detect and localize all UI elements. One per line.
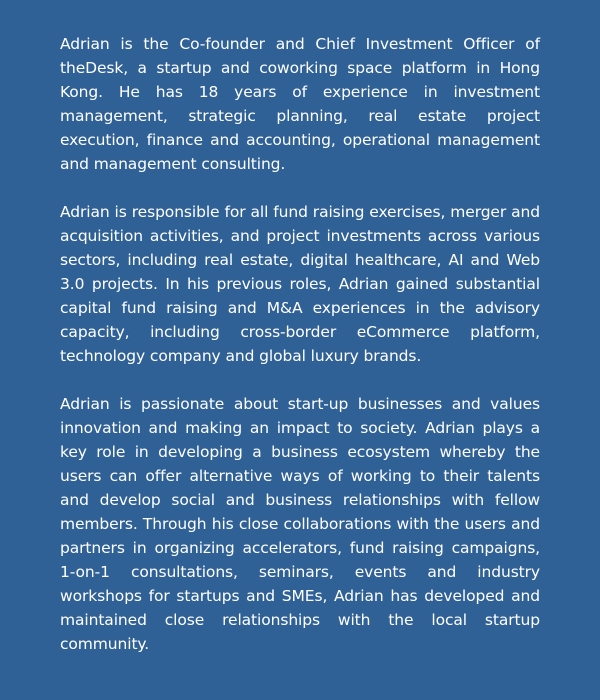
bio-paragraph-passion: Adrian is passionate about start-up businesses and values innovation and making an impact to society. Adrian plays a key role in developing a business ecosystem whereby the users can offer alternative ways of working to their talents and develop social and business relationships with fellow members. Through his close collaborations with the users and partners in organizing accelerators, fund raising campaigns, 1-on-1 consultations, seminars, events and industry workshops for startups and SMEs, Adrian has developed and maintained close relationships with the local startup community. — [60, 395, 540, 653]
bio-text-block — [60, 32, 540, 680]
bio-paragraph-role: Adrian is the Co-founder and Chief Investment Officer of theDesk, a startup and coworking space platform in Hong Kong. He has 18 years of experience in investment management, strategic planning, real estate project execution, finance and accounting, operational management and management consulting. — [60, 35, 540, 173]
bio-paragraph-responsibilities: Adrian is responsible for all fund raising exercises, merger and acquisition activities, and project investments across various sectors, including real estate, digital healthcare, AI and Web 3.0 projects. In his previous roles, Adrian gained substantial capital fund raising and M&A experiences in the advisory capacity, including cross-border eCommerce platform, technology company and global luxury brands. — [60, 203, 540, 365]
